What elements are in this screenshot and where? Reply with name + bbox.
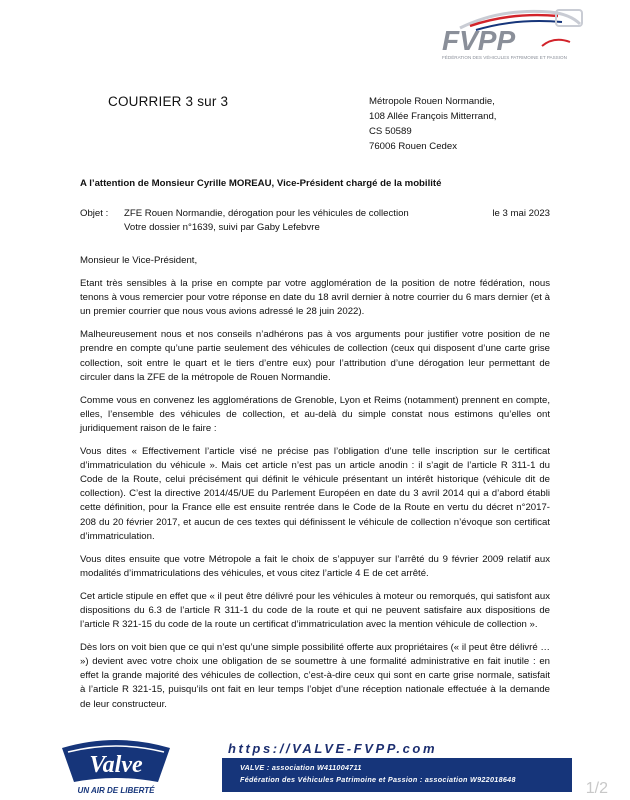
courrier-number: COURRIER 3 sur 3 [108,94,229,109]
valve-logo-slogan: UN AIR DE LIBERTÉ [77,786,155,795]
letter-body [80,254,550,721]
address-line: CS 50589 [369,126,412,137]
page-number: 1/2 [585,780,608,797]
subject-line-1: ZFE Rouen Normandie, dérogation pour les véhicules de collection [124,208,409,219]
paragraph: Dès lors on voit bien que ce qui n’est qu’une simple possibilité offerte aux propriétaires (« il peut être délivré … ») devient avec votre choix une obligation de se soumettre à une formalité administrative en fait inutile : en effet la grande majorité des véhicules de collection, c’est-à-dire ceux qui sont en carte grise normale, satisfait à l’article R 321-15, puisqu’ils ont fait en leur temps l’objet d’une réception nationale effectuée à la demande de leur constructeur. [80,642,550,710]
letter-date: le 3 mai 2023 [492,208,550,219]
salutation: Monsieur le Vice-Président, [80,255,198,266]
attention-line: A l’attention de Monsieur Cyrille MOREAU, Vice-Président chargé de la mobilité [80,178,442,189]
footer-band [222,758,572,792]
paragraph: Malheureusement nous et nos conseils n’adhérons pas à vos arguments pour justifier votre position de ne prendre en compte qu’une partie seulement des véhicules de collection (ceux qui disposent d’une carte grise collection, soit entre le quart et le tiers d’entre eux) pour l’attribution d’une dérogation leur permettant de circuler dans la ZFE de la métropole de Rouen Normandie. [80,329,550,383]
fvpp-logo-graphic [430,6,590,62]
subject-label: Objet : [80,208,109,219]
valve-logo-text: Valve [89,752,143,778]
paragraph: Vous dites ensuite que votre Métropole a fait le choix de s’appuyer sur l’arrêté du 9 février 2009 relatif aux modalités d’immatriculations des véhicules, et vous citez l’article 4 E de cet arrêté. [80,553,550,579]
address-line: Métropole Rouen Normandie, [369,96,495,107]
address-line: 76006 Rouen Cedex [369,141,458,152]
footer-website-link[interactable]: https://VALVE-FVPP.com [228,741,438,756]
fvpp-logo-text: FVPP [442,25,516,56]
paragraph: Vous dites « Effectivement l’article visé ne précise pas l’obligation d’une telle inscription sur le certificat d’immatriculation du véhicule ». Mais cet article n’est pas un article anodin : il s’agit de l’article R 311-1 du Code de la Route, celui précisément qui définit le véhicule présentant un intérêt historique (véhicule dit de collection). C’est la directive 2014/45/UE du Parlement Européen en date du 3 avril 2014 qui a d’abord établi cette définition, pour la France elle est ensuite rentrée dans le Code de la Route en vertu du décret n°2017-208 du 20 février 2017, et aucun de ces textes qui définissent le véhicule de collection n’évoque son certificat d’immatriculation. [80,446,550,542]
valve-logo-graphic [58,734,174,796]
footer-line-2: Fédération des Véhicules Patrimoine et Passion : association W922018648 [240,775,516,784]
paragraph: Cet article stipule en effet que « il peut être délivré pour les véhicules à moteur ou remorqués, qui satisfont aux dispositions du 6.3 de l’article R 311-1 du code de la route et qui ne peuvent satisfaire aux dispositions de l’article R 321-15 du code de la route un certificat d’immatriculation avec la mention véhicule de collection ». [80,590,550,631]
recipient-address [369,94,496,154]
valve-logo [58,734,174,796]
subject-line-2: Votre dossier n°1639, suivi par Gaby Lefebvre [124,222,320,233]
address-line: 108 Allée François Mitterrand, [369,111,497,122]
fvpp-logo-tagline: FÉDÉRATION DES VÉHICULES PATRIMOINE ET PASSION [442,55,567,60]
paragraph: Etant très sensibles à la prise en compte par votre agglomération de la position de notre fédération, nous tenons à vous remercier pour votre réponse en date du 18 avril dernier à notre courrier du 6 mars dernier (et à un premier courrier que nous vous avions adressé le 28 juin 2022). [80,278,550,318]
paragraph: Comme vous en convenez les agglomérations de Grenoble, Lyon et Reims (notamment) prennent en compte, elles, l’ensemble des véhicules de collection, et au-delà du simple constat nous estimons qu’elles ont juridiquement raison de le faire : [80,394,550,434]
footer-line-1: VALVE : association W411004711 [240,763,362,772]
fvpp-logo [430,6,590,62]
